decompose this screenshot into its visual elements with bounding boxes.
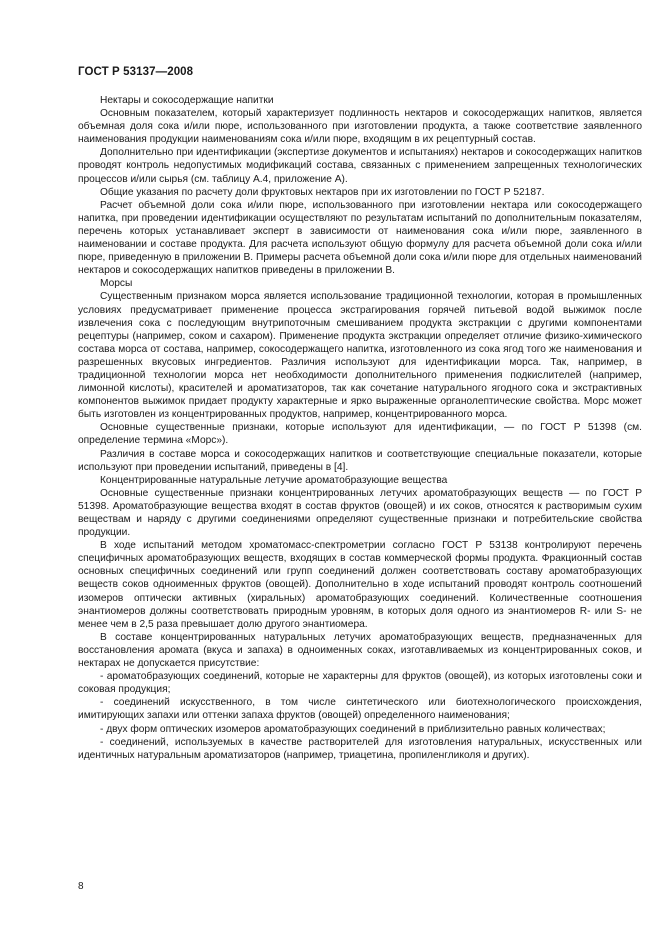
page-number: 8 [78, 881, 84, 892]
list-item: - соединений искусственного, в том числе синтетического или биотехнологического происхождения, имитирующих запахи или оттенки запаха фруктов (овощей) определенного наименования; [78, 697, 642, 722]
list-item: - соединений, используемых в качестве растворителей для изготовления натуральных, искусственных или идентичных натуральным ароматизаторов (например, триацетина, пропиленгликоля и других). [78, 736, 642, 761]
list-item: - ароматобразующих соединений, которые не характерны для фруктов (овощей), из которых изготовлены соки и соковая продукция; [78, 671, 642, 696]
paragraph: Дополнительно при идентификации (экспертизе документов и испытаниях) нектаров и сокосодержащих напитков проводят контроль недопустимых модификаций состава, связанных с применением запрещенных технологических процессов и/или сырья (см. таблицу А.4, приложение А). [78, 147, 642, 185]
section-heading-mors: Морсы [100, 278, 133, 290]
document-body [78, 94, 642, 762]
paragraph: Существенным признаком морса является использование традиционной технологии, которая в промышленных условиях предусматривает применение процесса экстрагирования горячей питьевой водой выжимок после извлечения сока с последующим внутрипоточным смешиванием продукта экстракции с другими компонентами рецептуры (например, соком и сахаром). Применение продукта экстракции определяет отличие физико-химического состава морса от состава, например, сокосодержащего напитка, изготовленного из сока ягод того же наименования и разрешенных вкусовых ингредиентов. Различия используют для идентификации морса. Так, например, в традиционной технологии морса нет необходимости дополнительного применения подкислителей (например, лимонной кислоты), красителей и ароматизаторов, так как сочетание натурального ягодного сока и экстрактивных компонентов выжимок придает продукту характерные и ярко выраженные органолептические свойства. Морс может быть изготовлен из концентрированных продуктов, например, концентрированного морса. [78, 291, 642, 421]
paragraph: Различия в составе морса и сокосодержащих напитков и соответствующие специальные показатели, которые используют при проведении испытаний, приведены в [4]. [78, 448, 642, 473]
section-heading-nectars: Нектары и сокосодержащие напитки [100, 95, 274, 106]
section-heading-aroma: Концентрированные натуральные летучие ароматобразующие вещества [100, 474, 448, 486]
paragraph: Основным показателем, который характеризует подлинность нектаров и сокосодержащих напитков, является объемная доля сока и/или пюре, использованного при изготовлении продукта, а также соответствие заявленного наименования продукции наименованиям сока и/или пюре, входящим в их рецептурный состав. [78, 108, 642, 146]
paragraph: В ходе испытаний методом хроматомасс-спектрометрии согласно ГОСТ Р 53138 контролируют перечень специфичных ароматобразующих веществ, входящих в состав коммерческой формы продукта. Фракционный состав основных специфичных соединений или групп соединений должен соответствовать составу ароматобразующих веществ соков одноименных фруктов (овощей). Дополнительно в ходе испытаний проводят контроль соотношений изомеров оптически активных (хиральных) ароматобразующих соединений. Количественные соотношения энантиомеров должны соответствовать природным уровням, в которых доля одного из энантиомеров R- или S- не менее чем в 2,5 раза превышает долю другого энантиомера. [78, 540, 642, 630]
paragraph: Общие указания по расчету доли фруктовых нектаров при их изготовлении по ГОСТ Р 52187. [100, 186, 545, 198]
paragraph: В составе концентрированных натуральных летучих ароматобразующих веществ, предназначенных для восстановления аромата (вкуса и запаха) в одноименных соках, изготавливаемых из концентрированных соков, и нектарах не допускается присутствие: [78, 631, 642, 670]
paragraph: Основные существенные признаки концентрированных летучих ароматобразующих веществ — по ГОСТ Р 51398. Ароматобразующие вещества входят в состав фруктов (овощей) и их соков, относятся к растворимым сухим веществам и наряду с другими соединениями определяют существенные признаки и потребительские свойства продукции. [78, 487, 642, 539]
paragraph: Расчет объемной доли сока и/или пюре, использованного при изготовлении нектара или сокосодержащего напитка, при проведении идентификации осуществляют по результатам испытаний по дополнительным показателям, перечень которых устанавливает эксперт в зависимости от наименования сока и/или пюре, заявленного в наименовании и составе продукта. Для расчета используют общую формулу для расчета объемной доли сока и/или пюре, приведенную в приложении В. Примеры расчета объемной доли сока и/или пюре для отдельных наименований нектаров и сокосодержащих напитков приведены в приложении В. [78, 199, 642, 277]
paragraph: Основные существенные признаки, которые используют для идентификации, — по ГОСТ Р 51398 (см. определение термина «Морс»). [78, 422, 642, 447]
document-header: ГОСТ Р 53137—2008 [78, 66, 194, 78]
list-item: - двух форм оптических изомеров ароматобразующих соединений в приблизительно равных количествах; [100, 723, 606, 735]
